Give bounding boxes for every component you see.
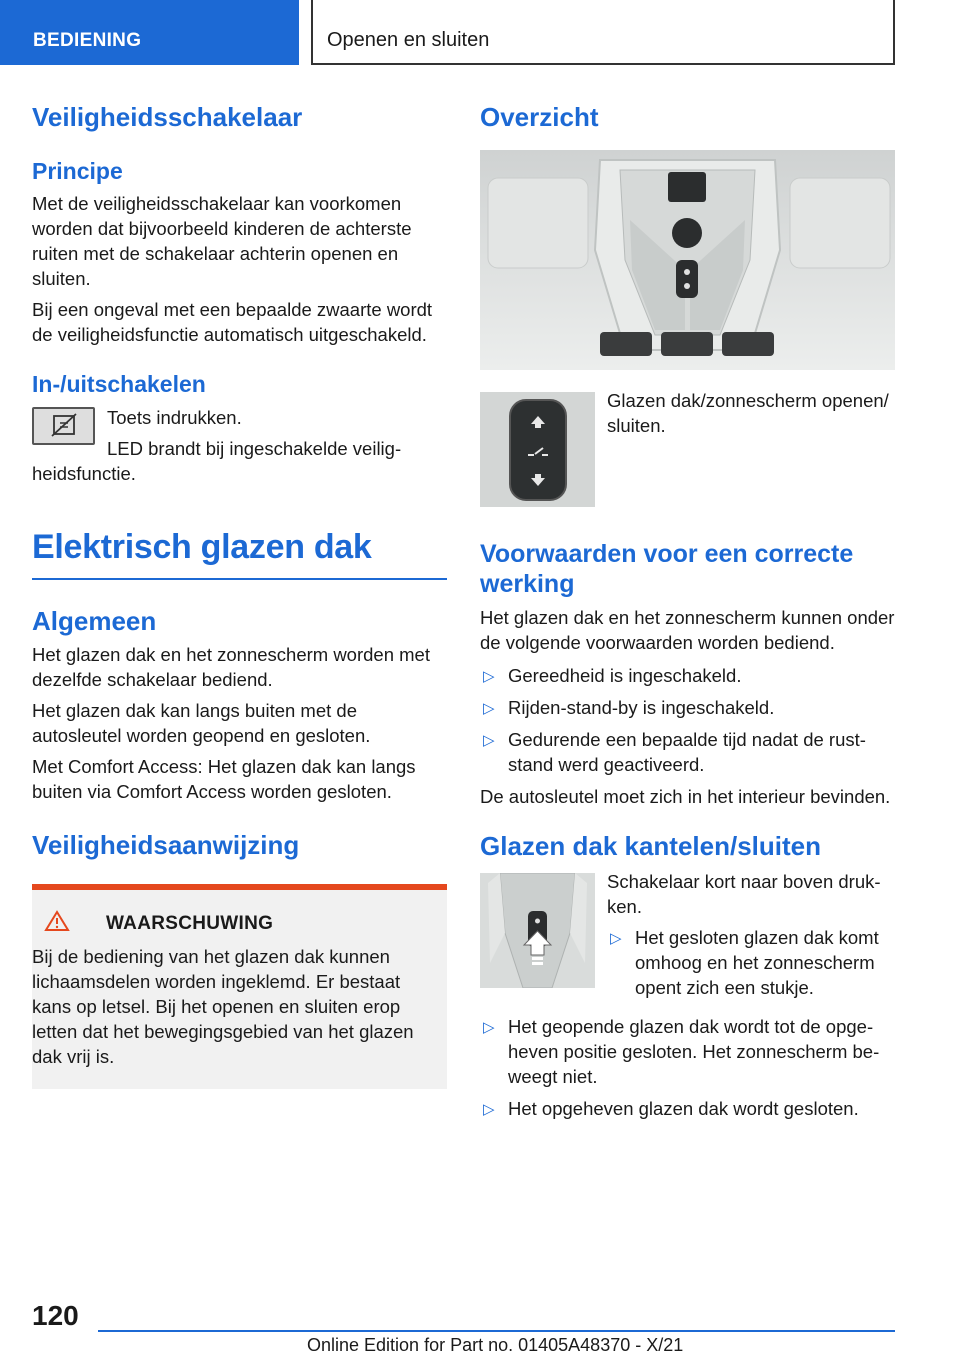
text-principe-1: Met de veiligheidsschakelaar kan voorkomen worden dat bijvoorbeeld kinderen de achterste ruiten met de schakelaar achterin openen en sluiten. (32, 193, 412, 289)
heading-voorwaarden: Voorwaarden voor een correcte werking (480, 540, 854, 598)
caption-switch: Glazen dak/zonnescherm openen/ sluiten. (607, 390, 889, 436)
list-item: ▷ Het gesloten glazen dak komt omhoog en het zonnescherm opent zich een stukje. (610, 927, 879, 998)
section-tab (0, 0, 299, 65)
warning-header (32, 910, 435, 938)
toggle-block (32, 405, 447, 483)
text-voorwaarden: Het glazen dak en het zonnescherm kunnen onder de volgende voorwaarden worden bediend. (480, 607, 895, 653)
bullet-triangle-icon: ▷ (610, 930, 622, 947)
warning-triangle-icon (44, 910, 74, 938)
bullet-triangle-icon: ▷ (483, 1019, 495, 1036)
heading-algemeen: Algemeen (32, 606, 157, 636)
text-schakelaar: Schakelaar kort naar boven drukken. (607, 871, 881, 917)
list-item: ▷ Gedurende een bepaalde tijd nadat de ruststand werd geactiveerd. (483, 729, 866, 775)
heading-principe: Principe (32, 158, 123, 184)
heading-safety-switch: Veiligheidsschakelaar (32, 102, 303, 132)
right-column (480, 100, 895, 1121)
voorwaarden-list (480, 663, 895, 777)
text-autosleutel: De autosleutel moet zich in het interieur bevinden. (480, 786, 891, 807)
safety-switch-icon (32, 407, 95, 445)
sub-list (607, 925, 897, 1000)
heading-glazen-dak: Elektrisch glazen dak (32, 528, 372, 566)
bullet-triangle-icon: ▷ (483, 700, 495, 717)
list-item: ▷ Het opgeheven glazen dak wordt gesloten. (480, 1096, 895, 1121)
text-algemeen-3: Met Comfort Access: Het glazen dak kan langs buiten via Comfort Access worden gesloten. (32, 756, 416, 802)
overhead-console-image (480, 150, 895, 370)
switch-block (480, 392, 895, 507)
left-column (32, 100, 447, 1089)
section-label: BEDIENING (33, 30, 142, 51)
footer-rule (98, 1330, 895, 1332)
bullet-triangle-icon: ▷ (483, 732, 495, 749)
list-item: ▷ Rijden-stand-by is ingeschakeld. (480, 695, 895, 720)
text-led-2: heidsfunctie. (32, 463, 136, 484)
roof-switch-image (480, 392, 595, 507)
tilt-switch-image (480, 873, 595, 988)
divider-rule (32, 578, 447, 580)
text-algemeen-2: Het glazen dak kan langs buiten met de autosleutel worden geopend en gesloten. (32, 700, 371, 746)
kantelen-block (480, 871, 895, 1006)
heading-in-uitschakelen: In-/uitschakelen (32, 371, 206, 397)
list-item: ▷ Gereedheid is ingeschakeld. (480, 663, 895, 688)
chapter-tab (311, 0, 895, 65)
warning-box (32, 890, 447, 1089)
bullet-triangle-icon: ▷ (483, 668, 495, 685)
kantelen-list (480, 1014, 895, 1121)
text-toets: Toets indrukken. (107, 407, 242, 428)
chapter-label: Openen en sluiten (327, 29, 490, 51)
warning-text: Bij de bediening van het glazen dak kunnen lichaamsdelen worden ingeklemd. Er bestaat kans op letsel. Bij het openen en sluiten erop letten dat het bewegingsgebied van het glazen dak vrij is. (32, 946, 414, 1067)
list-item: ▷ Het geopende glazen dak wordt tot de opgeheven positie gesloten. Het zonnescherm beweegt niet. (483, 1016, 880, 1087)
text-led-1: LED brandt bij ingeschakelde veilig- (107, 438, 402, 459)
heading-veiligheidsaanwijzing: Veiligheidsaanwijzing (32, 830, 300, 860)
heading-kantelen: Glazen dak kantelen/sluiten (480, 831, 821, 861)
edition-text: Online Edition for Part no. 01405A48370 - X/21 (307, 1335, 684, 1355)
page-number: 120 (32, 1300, 79, 1331)
bullet-triangle-icon: ▷ (483, 1101, 495, 1118)
text-principe-2: Bij een ongeval met een bepaalde zwaarte wordt de veiligheidsfunctie automatisch uitgeschakeld. (32, 299, 433, 345)
heading-overzicht: Overzicht (480, 102, 599, 132)
warning-title: WAARSCHUWING (106, 913, 274, 934)
text-algemeen-1: Het glazen dak en het zonnescherm worden met dezelfde schakelaar bediend. (32, 644, 430, 690)
